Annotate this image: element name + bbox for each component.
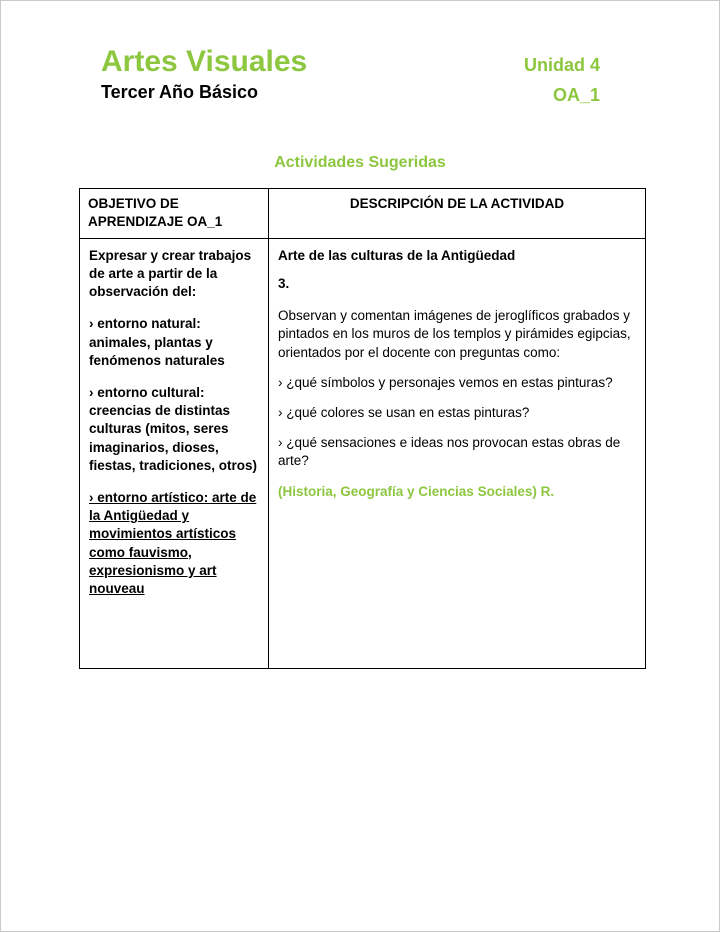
doc-title: Artes Visuales bbox=[101, 45, 308, 78]
activity-heading: Arte de las culturas de la Antigüedad bbox=[278, 247, 516, 263]
objective-intro: Expresar y crear trabajos de arte a partir de la observación del: bbox=[89, 247, 252, 300]
objective-column-header: OBJETIVO DE APRENDIZAJE OA_1 bbox=[80, 189, 269, 238]
activity-question-1: › ¿qué símbolos y personajes vemos en estas pinturas? bbox=[278, 374, 613, 390]
objective-item-entorno-artistico: › entorno artístico: arte de la Antigüedad y movimientos artísticos como fauvismo, expresionismo y art nouveau bbox=[89, 490, 257, 597]
header-right bbox=[524, 45, 600, 106]
activity-column-header: DESCRIPCIÓN DE LA ACTIVIDAD bbox=[269, 189, 646, 238]
activity-description: Observan y comentan imágenes de jeroglíficos grabados y pintados en los muros de los templos y pirámides egipcias, orientados por el docente con preguntas como: bbox=[278, 308, 631, 360]
document-header bbox=[1, 1, 719, 106]
table-header-row bbox=[80, 189, 646, 238]
activity-cell bbox=[269, 238, 646, 668]
oa-label: OA_1 bbox=[552, 84, 600, 105]
objective-item-entorno-cultural: › entorno cultural: creencias de distintas culturas (mitos, seres imaginarios, dioses, fiestas, tradiciones, otros) bbox=[89, 384, 258, 473]
activity-table bbox=[79, 188, 646, 668]
header-left bbox=[101, 45, 307, 103]
activity-question-3: › ¿qué sensaciones e ideas nos provocan estas obras de arte? bbox=[278, 435, 621, 469]
activity-number: 3. bbox=[278, 275, 290, 291]
activity-question-2: › ¿qué colores se usan en estas pinturas? bbox=[278, 404, 530, 420]
unit-label: Unidad 4 bbox=[523, 55, 600, 75]
objective-item-entorno-natural: › entorno natural: animales, plantas y fenómenos naturales bbox=[89, 316, 225, 368]
page-title: Actividades Sugeridas bbox=[274, 154, 446, 172]
doc-subtitle: Tercer Año Básico bbox=[101, 82, 259, 102]
objective-cell bbox=[80, 238, 269, 668]
table-body-row bbox=[80, 238, 646, 668]
activity-subject-reference: (Historia, Geografía y Ciencias Sociales) R. bbox=[278, 483, 555, 499]
